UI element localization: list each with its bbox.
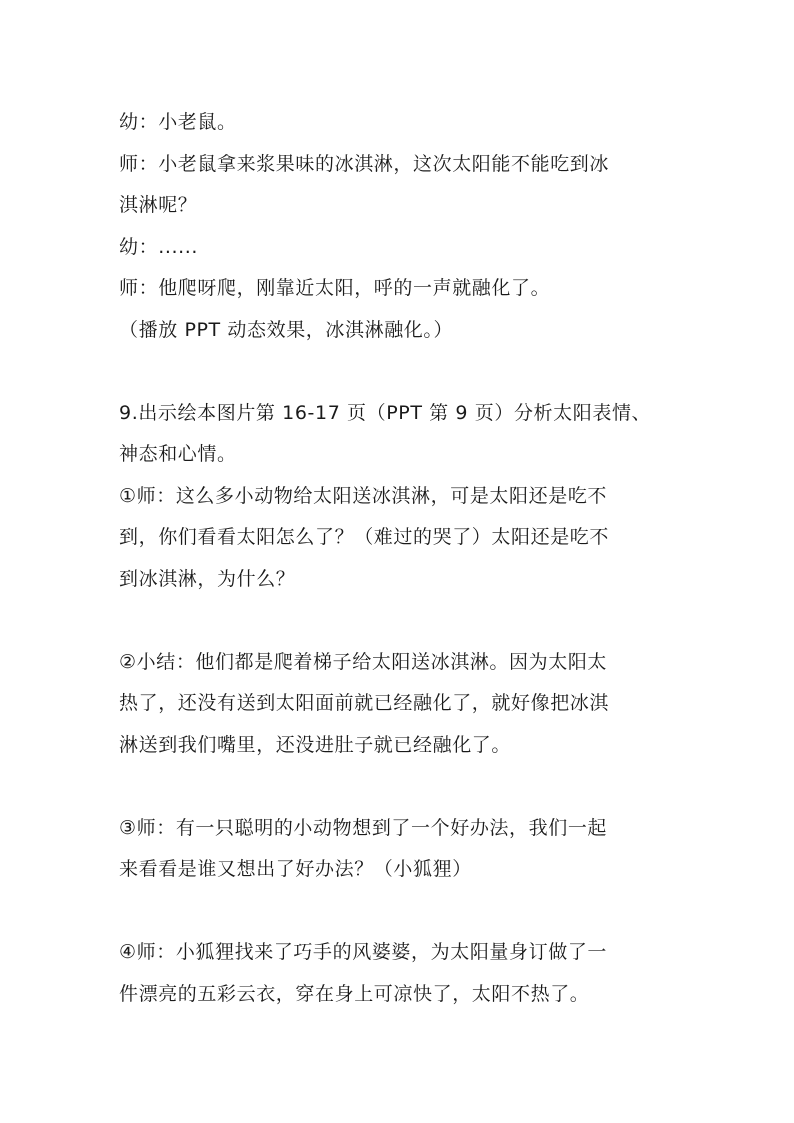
item-1-line-1: ①师：这么多小动物给太阳送冰淇淋，可是太阳还是吃不	[119, 484, 608, 507]
paragraph-gap	[119, 766, 679, 808]
item-1-line-2: 到，你们看看太阳怎么了？（难过的哭了）太阳还是吃不	[119, 526, 610, 548]
dialogue-line-teacher-narration: 师：他爬呀爬，刚靠近太阳，呼的一声就融化了。	[119, 277, 551, 299]
item-1-line-3: 到冰淇淋，为什么？	[119, 567, 296, 590]
paragraph-gap	[119, 351, 679, 393]
dialogue-line-child-answer: 幼：小老鼠。	[119, 111, 237, 133]
item-2-line-2: 热了，还没有送到太阳面前就已经融化了，就好像把冰淇	[119, 692, 610, 714]
item-4-line-2: 件漂亮的五彩云衣，穿在身上可凉快了，太阳不热了。	[119, 982, 590, 1005]
step-9-heading-cont: 神态和心情。	[119, 443, 237, 465]
item-4-line-1: ④师：小狐狸找来了巧手的风婆婆，为太阳量身订做了一	[119, 941, 608, 963]
step-9-heading: 9.出示绘本图片第 16-17 页（PPT 第 9 页）分析太阳表情、	[119, 401, 652, 424]
item-3-line-2: 来看看是谁又想出了好办法？（小狐狸）	[119, 858, 472, 880]
stage-direction: （播放 PPT 动态效果，冰淇淋融化。）	[119, 318, 454, 341]
dialogue-line-teacher-question-cont: 淇淋呢？	[119, 194, 198, 216]
dialogue-line-child-ellipsis: 幼：......	[119, 235, 199, 258]
item-2-line-1: ②小结：他们都是爬着梯子给太阳送冰淇淋。因为太阳太	[119, 650, 608, 673]
item-3-line-1: ③师：有一只聪明的小动物想到了一个好办法，我们一起	[119, 816, 608, 839]
document-body	[119, 102, 679, 1015]
item-2-line-3: 淋送到我们嘴里，还没进肚子就已经融化了。	[119, 733, 512, 756]
paragraph-gap	[119, 891, 679, 933]
dialogue-line-teacher-question: 师：小老鼠拿来浆果味的冰淇淋，这次太阳能不能吃到冰	[119, 152, 610, 175]
paragraph-gap	[119, 600, 679, 642]
